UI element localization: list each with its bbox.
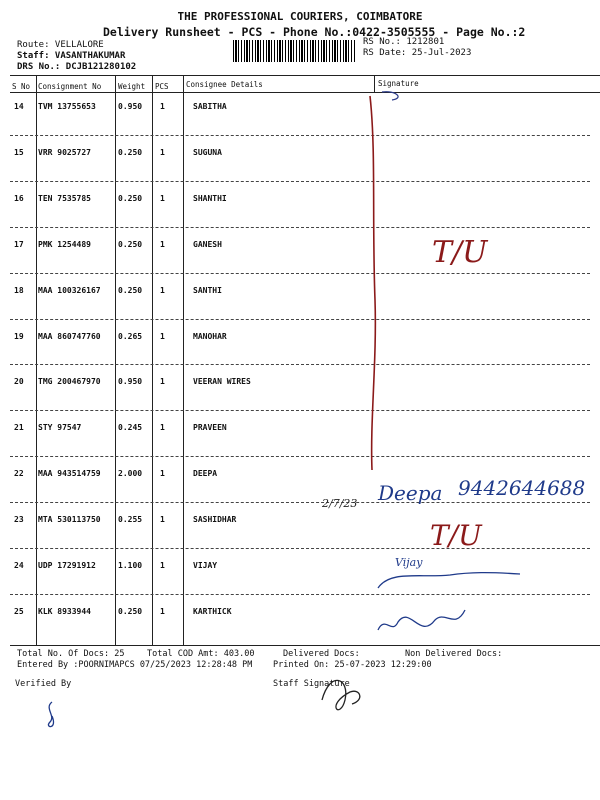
row-pcs: 1 bbox=[160, 193, 165, 203]
row-consignee: GANESH bbox=[193, 239, 222, 249]
verified-by: Verified By bbox=[15, 679, 72, 689]
row-separator bbox=[10, 456, 590, 457]
row-weight: 0.245 bbox=[118, 423, 143, 433]
table-bottom-rule bbox=[10, 645, 600, 646]
row-weight: 1.100 bbox=[118, 561, 143, 570]
row25-scribble bbox=[378, 610, 465, 630]
row-consignment: TVM 13755653 bbox=[38, 102, 96, 111]
row-consignee: SUGUNA bbox=[193, 147, 222, 157]
table-header-rule bbox=[10, 92, 600, 93]
row-pcs: 1 bbox=[160, 377, 165, 387]
staff-label: Staff: VASANTHAKUMAR bbox=[17, 51, 126, 61]
row-consignment: KLK 8933944 bbox=[38, 606, 91, 616]
row-consignment: MAA 943514759 bbox=[38, 469, 101, 479]
row-consignee: VIJAY bbox=[193, 561, 218, 570]
row-pcs: 1 bbox=[160, 102, 165, 111]
row-consignment: MAA 860747760 bbox=[38, 331, 101, 341]
row-sno: 25 bbox=[14, 606, 24, 616]
row-separator bbox=[10, 227, 590, 228]
row-pcs: 1 bbox=[160, 285, 165, 295]
row-consignment: MTA 530113750 bbox=[38, 515, 101, 525]
header-consignment: Consignment No bbox=[38, 82, 102, 91]
row-consignment: UDP 17291912 bbox=[38, 561, 96, 570]
staff-signature-label: Staff Signature bbox=[273, 679, 350, 689]
row-consignment: STY 97547 bbox=[38, 423, 82, 433]
row-weight: 0.265 bbox=[118, 331, 143, 341]
header-signature: Signature bbox=[378, 79, 419, 88]
company-title: THE PROFESSIONAL COURIERS, COIMBATORE bbox=[177, 10, 423, 23]
signature-column-stroke bbox=[370, 96, 375, 470]
row-sno: 21 bbox=[14, 423, 24, 433]
row-separator bbox=[10, 364, 590, 365]
row-pcs: 1 bbox=[160, 561, 165, 570]
row-separator bbox=[10, 502, 590, 503]
row-weight: 0.950 bbox=[118, 377, 143, 387]
row-weight: 0.250 bbox=[118, 606, 143, 616]
row-weight: 0.255 bbox=[118, 515, 143, 525]
header-pcs: PCS bbox=[155, 82, 169, 91]
drs-number bbox=[17, 62, 136, 72]
row-separator bbox=[10, 273, 590, 274]
row-weight: 0.950 bbox=[118, 102, 143, 111]
row-weight: 0.250 bbox=[118, 193, 143, 203]
column-divider bbox=[183, 75, 184, 645]
row24-scribble bbox=[378, 573, 520, 588]
row-sno: 17 bbox=[14, 239, 24, 249]
column-divider bbox=[115, 75, 116, 645]
row-sno: 22 bbox=[14, 469, 24, 479]
row-pcs: 1 bbox=[160, 469, 165, 479]
row-separator bbox=[10, 135, 590, 136]
header-weight: Weight bbox=[118, 82, 146, 91]
row-sno: 14 bbox=[14, 102, 24, 111]
delivered-docs: Delivered Docs: bbox=[283, 649, 360, 659]
row-pcs: 1 bbox=[160, 239, 165, 249]
row-consignee: PRAVEEN bbox=[193, 423, 227, 433]
row-consignment: TMG 200467970 bbox=[38, 377, 101, 387]
row-consignee: MANOHAR bbox=[193, 331, 227, 341]
row-weight: 0.250 bbox=[118, 147, 143, 157]
row-sno: 15 bbox=[14, 147, 24, 157]
row-separator bbox=[10, 181, 590, 182]
row22-name-text: Deepa bbox=[378, 481, 443, 505]
row-pcs: 1 bbox=[160, 147, 165, 157]
row-pcs: 1 bbox=[160, 606, 165, 616]
row-separator bbox=[10, 548, 590, 549]
header-sno: S No bbox=[12, 82, 31, 91]
row-consignee: SHANTHI bbox=[193, 193, 227, 203]
row17-note-text: T/U bbox=[432, 235, 488, 270]
column-divider bbox=[152, 75, 153, 645]
printed-on: Printed On: 25-07-2023 12:29:00 bbox=[273, 660, 432, 670]
row-separator bbox=[10, 319, 590, 320]
row-sno: 23 bbox=[14, 515, 24, 525]
header-consignee: Consignee Details bbox=[186, 80, 263, 89]
row-consignment: VRR 9025727 bbox=[38, 147, 91, 157]
row-sno: 24 bbox=[14, 561, 24, 570]
row-weight: 2.000 bbox=[118, 469, 143, 479]
row-sno: 20 bbox=[14, 377, 24, 387]
row-consignee: SANTHI bbox=[193, 285, 222, 295]
row-pcs: 1 bbox=[160, 423, 165, 433]
row-consignee: KARTHICK bbox=[193, 606, 232, 616]
rs-date: RS Date: 25-Jul-2023 bbox=[363, 48, 472, 58]
row-consignee: SASHIDHAR bbox=[193, 515, 237, 525]
barcode-image bbox=[233, 40, 355, 62]
row-consignment: MAA 100326167 bbox=[38, 285, 101, 295]
total-docs: Total No. Of Docs: 25 bbox=[17, 649, 125, 659]
route-label: Route: VELLALORE bbox=[17, 40, 104, 50]
row-consignee: VEERAN WIRES bbox=[193, 377, 251, 387]
column-divider bbox=[36, 75, 37, 645]
rs-number: RS No.: 1212801 bbox=[363, 37, 445, 47]
row-sno: 16 bbox=[14, 193, 24, 203]
row-consignment: TEN 7535785 bbox=[38, 193, 91, 203]
row23-note-text: T/U bbox=[430, 519, 482, 552]
entered-by: Entered By :POORNIMAPCS 07/25/2023 12:28:48 PM bbox=[17, 660, 253, 670]
row22-date-text: 2/7/23 bbox=[322, 497, 358, 510]
row-consignment: PMK 1254489 bbox=[38, 239, 91, 249]
row-weight: 0.250 bbox=[118, 239, 143, 249]
row-weight: 0.250 bbox=[118, 285, 143, 295]
drs-value: DCJB121280102 bbox=[65, 62, 137, 72]
row24-note-text: Vijay bbox=[395, 556, 423, 569]
row-pcs: 1 bbox=[160, 515, 165, 525]
row-sno: 18 bbox=[14, 285, 24, 295]
column-divider bbox=[374, 75, 375, 93]
row22-phone-text: 9442644688 bbox=[458, 476, 586, 500]
runsheet-subtitle: Delivery Runsheet - PCS - Phone No.:0422-3505555 - Page No.:2 bbox=[103, 25, 526, 39]
total-cod: Total COD Amt: 403.00 bbox=[147, 649, 255, 659]
row-separator bbox=[10, 594, 590, 595]
table-top-rule bbox=[10, 75, 600, 76]
row-separator bbox=[10, 410, 590, 411]
row-consignee: SABITHA bbox=[193, 102, 227, 111]
verified-signature-scribble bbox=[48, 702, 53, 727]
non-delivered-docs: Non Delivered Docs: bbox=[405, 649, 503, 659]
row-pcs: 1 bbox=[160, 331, 165, 341]
row-sno: 19 bbox=[14, 331, 24, 341]
row-consignee: DEEPA bbox=[193, 469, 218, 479]
drs-label: DRS No.: bbox=[17, 62, 61, 72]
